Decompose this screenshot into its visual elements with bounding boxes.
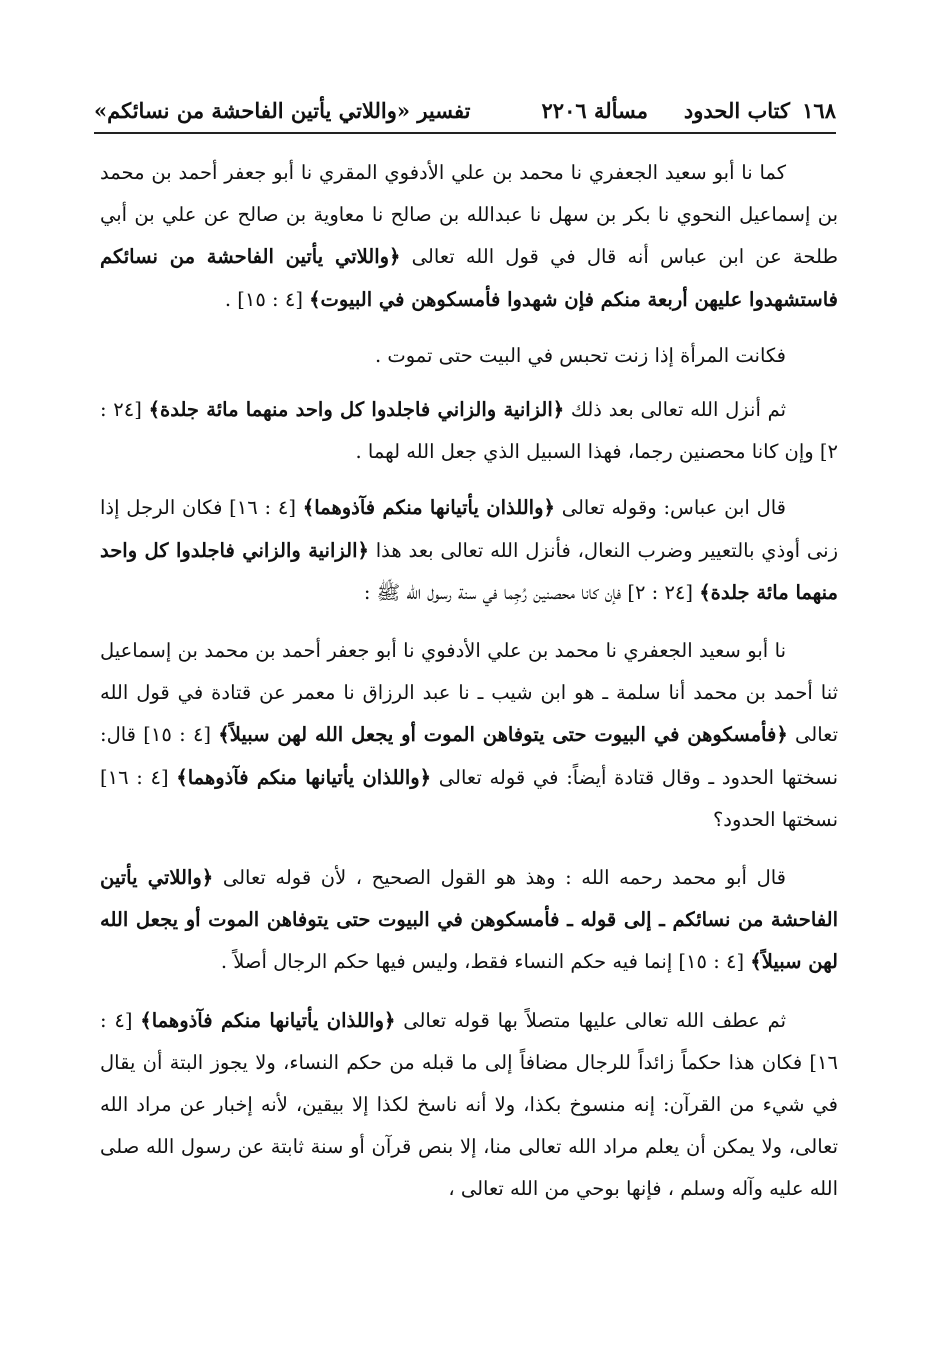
- paragraph: [100, 1000, 838, 1211]
- body-text: [٤ : ١٦] نسختها الحدود؟: [100, 765, 838, 831]
- book-title: كتاب الحدود: [683, 98, 790, 123]
- paragraph: [100, 389, 838, 473]
- paragraph: [100, 335, 838, 377]
- body-text: فكانت المرأة إذا زنت تحبس في البيت حتى تموت .: [374, 343, 786, 367]
- quran-quote: ﴿واللاتي يأتين الفاحشة من نسائكم ـ إلى قوله ـ فأمسكوهن في البيوت حتى يتوفاهن الموت أو يجعل الله لهن سبيلاً﴾: [100, 866, 838, 974]
- body-text: [٤ : ١٦] فكان الرجل إذا زنى أوذي بالتعيير وضرب النعال، فأنزل الله تعالى بعد هذا: [100, 496, 838, 562]
- paragraph: [100, 487, 838, 614]
- page-number: ١٦٨: [802, 98, 836, 123]
- paragraph: [100, 152, 838, 321]
- quran-quote: ﴿الزانية والزاني فاجلدوا كل واحد منهما مائة جلدة﴾: [148, 398, 565, 422]
- quran-quote: ﴿فأمسكوهن في البيوت حتى يتوفاهن الموت أو يجعل الله لهن سبيلاً﴾: [218, 723, 788, 747]
- paragraph: [100, 630, 838, 841]
- quran-quote: ﴿واللذان يأتيانها منكم فآذوهما﴾: [140, 1008, 396, 1032]
- body-text: نا أبو سعيد الجعفري نا محمد بن علي الأدفوي نا أبو جعفر أحمد بن محمد بن إسماعيل ثنا أحمد بن محمد أنا سلمة ـ هو ابن شيب ـ نا عبد الرزاق نا معمر عن قتادة في قول الله تعالى: [100, 639, 839, 747]
- page-body: [100, 152, 838, 1211]
- paragraph: [100, 857, 838, 984]
- body-text: كما نا أبو سعيد الجعفري نا محمد بن علي الأدفوي المقري نا أبو جعفر أحمد بن محمد بن إسماعيل النحوي نا بكر بن سهل نا عبدالله بن صالح نا معاوية بن صالح عن علي بن أبي طلحة عن ابن عباس أنه قال في قول الله تعالى: [100, 161, 838, 269]
- body-text: ثم عطف الله تعالى عليها متصلاً بها قوله تعالى: [395, 1008, 786, 1032]
- body-text: قال ابن عباس: وقوله تعالى: [554, 496, 787, 520]
- quran-quote: ﴿واللاتي يأتين الفاحشة من نسائكم فاستشهدوا عليهن أربعة منكم فإن شهدوا فأمسكوهن في البيوت﴾: [100, 245, 838, 311]
- body-text: [٤ : ١٥] إنما فيه حكم النساء فقط، وليس فيها حكم الرجال أصلاً .: [220, 950, 751, 974]
- body-text: [٤ : ١٦] فكان هذا حكماً زائداً للرجال مضافاً إلى ما قبله من حكم النساء، ولا يجوز البتة أن يقال في شيء من القرآن: إنه منسوخ بكذا، ولا أنه ناسخ لكذا إلا بيقين، لأنه إخبار عن مراد الله تعالى، ولا يمكن أن يعلم مراد الله تعالى منا، إلا بنص قرآن أو سنة ثابتة عن رسول الله صلى الله عليه وآله وسلم ، فإنها بوحي من الله تعالى ،: [100, 1008, 838, 1201]
- body-text: [٢٤ : ٢] وإن كانا محصنين رجما، فهذا السبيل الذي جعل الله لهما .: [100, 398, 838, 464]
- body-text: [٤ : ١٥] .: [224, 287, 310, 311]
- page-header: [94, 96, 836, 134]
- quran-quote: ﴿واللذان يأتيانها منكم فآذوهما﴾: [302, 496, 555, 520]
- section-topic: تفسير «واللاتي يأتين الفاحشة من نسائكم»: [94, 98, 471, 123]
- body-text: ثم أنزل الله تعالى بعد ذلك: [564, 398, 786, 422]
- quran-quote: ﴿واللذان يأتيانها منكم فآذوهما﴾: [176, 765, 432, 789]
- issue-number: مسألة ٢٢٠٦: [541, 98, 648, 123]
- quran-quote: ﴿الزانية والزاني فاجلدوا كل واحد منهما مائة جلدة﴾: [100, 538, 838, 604]
- body-text: [٢٤ : ٢] فإن كانا محصنين رُجِما في سنة رسول الله ﷺ :: [363, 580, 700, 604]
- body-text: [٤ : ١٥] قال: نسختها الحدود ـ وقال قتادة أيضاً: في قوله تعالى: [100, 723, 839, 789]
- body-text: قال أبو محمد رحمه الله : وهذ هو القول الصحيح ، لأن قوله تعالى: [213, 866, 786, 890]
